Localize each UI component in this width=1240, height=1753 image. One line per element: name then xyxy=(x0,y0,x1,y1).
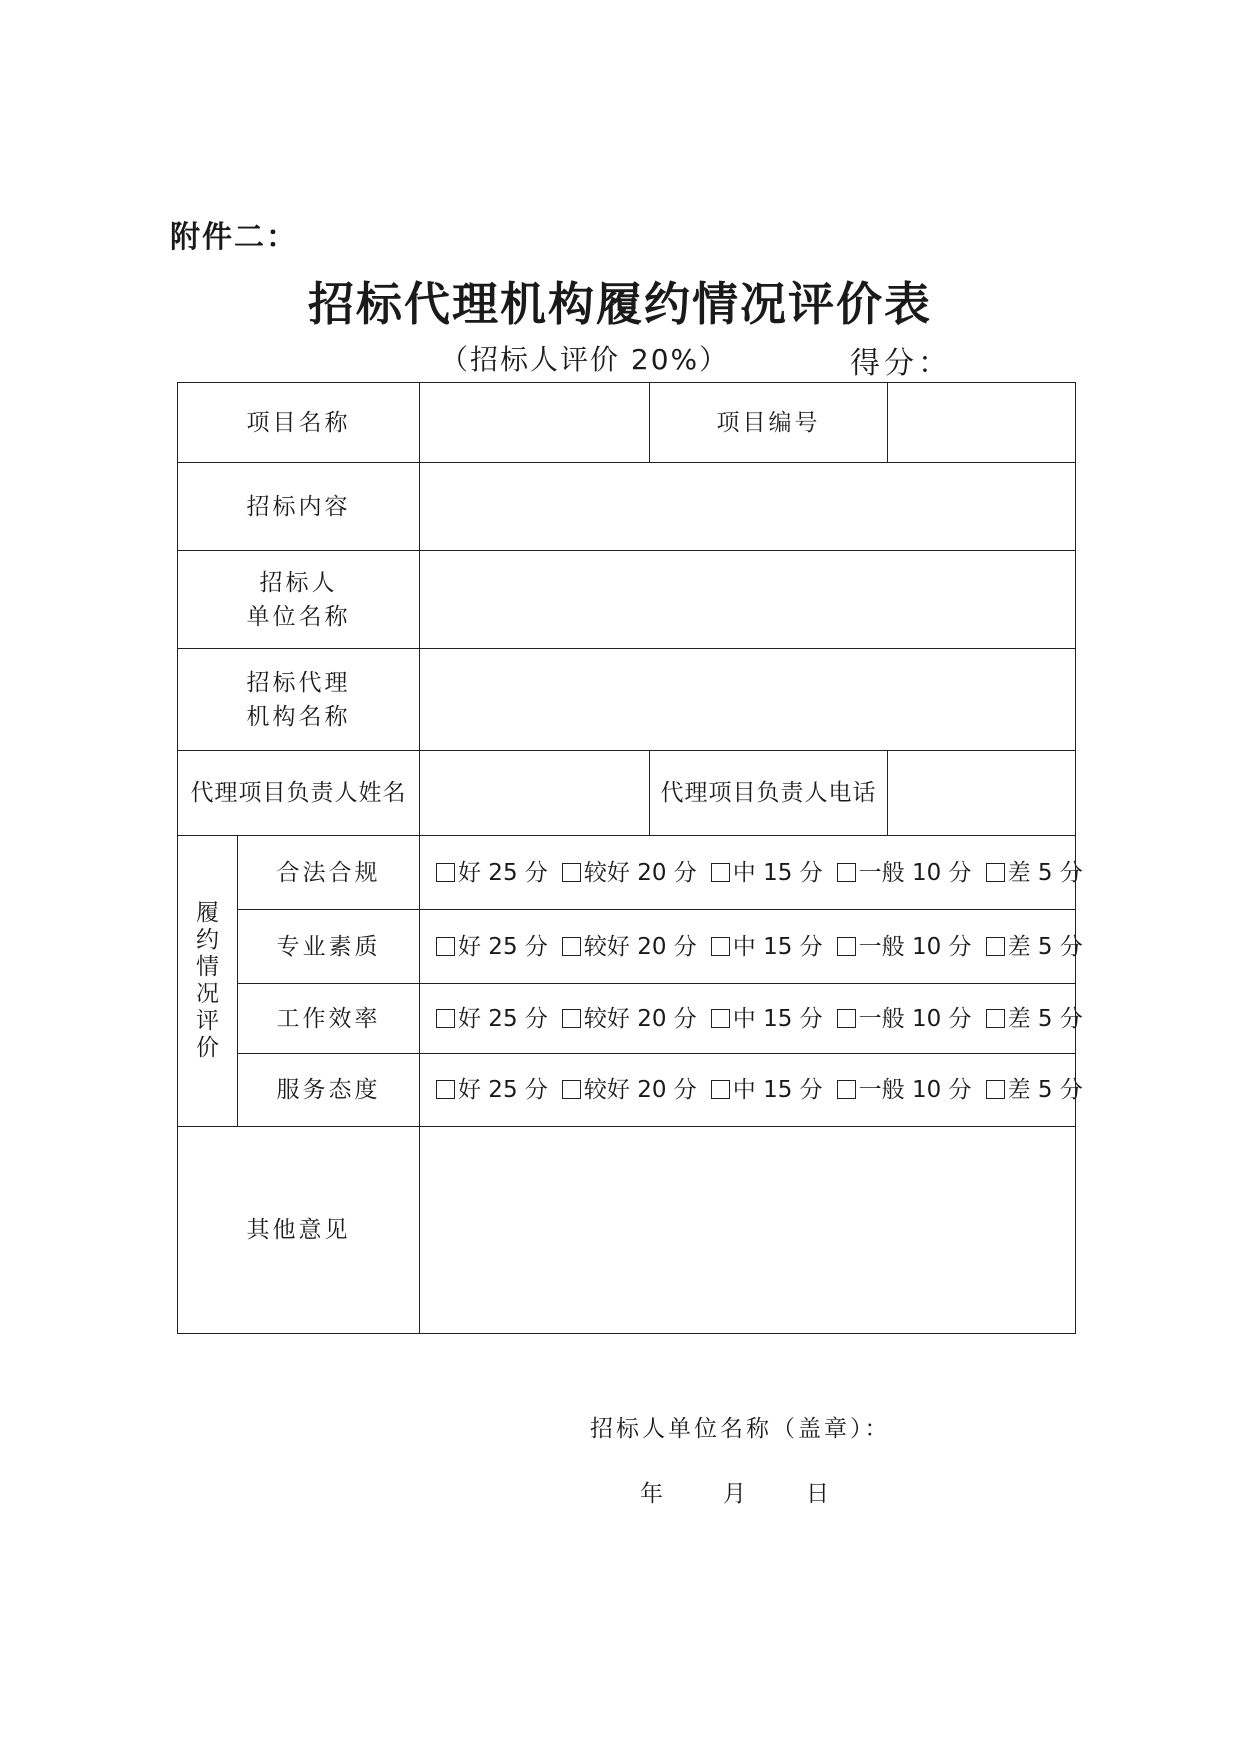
date-line xyxy=(640,1475,889,1508)
agency-label-line1: 招标代理 xyxy=(246,669,351,696)
option-label: 中 15 分 xyxy=(732,1077,823,1103)
option-label: 差 5 分 xyxy=(1007,933,1083,960)
checkbox[interactable] xyxy=(436,1009,455,1028)
page-title: 招标代理机构履约情况评价表 xyxy=(308,277,932,331)
checkbox[interactable] xyxy=(562,1009,581,1028)
option-good[interactable] xyxy=(436,860,548,886)
score-label: 得分： xyxy=(850,346,952,381)
project-name-field[interactable] xyxy=(420,383,650,463)
evaluation-table xyxy=(177,382,1083,1334)
option-medium[interactable] xyxy=(711,1077,823,1103)
option-label: 较好 20 分 xyxy=(583,1077,697,1103)
checkbox[interactable] xyxy=(711,1080,730,1099)
option-fairly-good[interactable] xyxy=(562,860,697,886)
tenderer-name-field[interactable] xyxy=(420,551,1076,649)
checkbox[interactable] xyxy=(562,863,581,882)
option-poor[interactable] xyxy=(986,860,1083,886)
checkbox[interactable] xyxy=(436,1080,455,1099)
criterion-label: 专业素质 xyxy=(238,910,420,984)
criterion-options xyxy=(420,910,1083,984)
option-label: 较好 20 分 xyxy=(583,1005,697,1032)
checkbox[interactable] xyxy=(986,1080,1005,1099)
date-month: 月 xyxy=(723,1481,746,1507)
manager-name-field[interactable] xyxy=(420,751,650,836)
date-day: 日 xyxy=(806,1481,829,1507)
checkbox[interactable] xyxy=(837,863,856,882)
option-average[interactable] xyxy=(837,1077,972,1103)
project-number-field[interactable] xyxy=(888,383,1076,463)
checkbox[interactable] xyxy=(562,937,581,956)
agency-name-label xyxy=(178,649,420,751)
option-good[interactable] xyxy=(436,1006,548,1032)
criterion-label: 服务态度 xyxy=(238,1054,420,1127)
option-medium[interactable] xyxy=(711,1006,823,1032)
tenderer-name-label xyxy=(178,551,420,649)
option-label: 中 15 分 xyxy=(732,1005,823,1032)
option-label: 好 25 分 xyxy=(458,1005,548,1032)
manager-phone-field[interactable] xyxy=(888,751,1076,836)
checkbox[interactable] xyxy=(711,937,730,956)
manager-phone-label: 代理项目负责人电话 xyxy=(650,751,888,836)
manager-name-label: 代理项目负责人姓名 xyxy=(178,751,420,836)
performance-section-label xyxy=(178,836,238,1127)
agency-name-field[interactable] xyxy=(420,649,1076,751)
option-label: 差 5 分 xyxy=(1007,1005,1083,1032)
checkbox[interactable] xyxy=(436,863,455,882)
agency-label-line2: 机构名称 xyxy=(246,703,351,730)
criterion-options xyxy=(420,984,1083,1054)
option-label: 好 25 分 xyxy=(458,859,548,886)
date-year: 年 xyxy=(640,1481,663,1507)
option-medium[interactable] xyxy=(711,860,823,886)
option-label: 中 15 分 xyxy=(732,933,823,960)
option-label: 较好 20 分 xyxy=(583,859,697,886)
option-poor[interactable] xyxy=(986,1077,1083,1103)
checkbox[interactable] xyxy=(562,1080,581,1099)
option-label: 好 25 分 xyxy=(458,933,548,960)
option-fairly-good[interactable] xyxy=(562,1006,697,1032)
tenderer-label-line1: 招标人 xyxy=(259,569,338,596)
checkbox[interactable] xyxy=(837,937,856,956)
criterion-options xyxy=(420,1054,1083,1127)
option-medium[interactable] xyxy=(711,934,823,960)
option-label: 一般 10 分 xyxy=(858,1077,972,1103)
criterion-label: 工作效率 xyxy=(238,984,420,1054)
checkbox[interactable] xyxy=(837,1080,856,1099)
option-label: 一般 10 分 xyxy=(858,859,972,886)
checkbox[interactable] xyxy=(986,863,1005,882)
option-good[interactable] xyxy=(436,934,548,960)
checkbox[interactable] xyxy=(711,1009,730,1028)
attachment-label: 附件二： xyxy=(170,220,298,255)
checkbox[interactable] xyxy=(711,863,730,882)
checkbox[interactable] xyxy=(837,1009,856,1028)
other-opinions-field[interactable] xyxy=(420,1127,1076,1334)
checkbox[interactable] xyxy=(986,937,1005,956)
criterion-options xyxy=(420,836,1083,910)
tender-content-label: 招标内容 xyxy=(178,463,420,551)
option-label: 较好 20 分 xyxy=(583,933,697,960)
project-number-label: 项目编号 xyxy=(650,383,888,463)
signature-label: 招标人单位名称（盖章）： xyxy=(590,1416,891,1442)
option-label: 中 15 分 xyxy=(732,859,823,886)
checkbox[interactable] xyxy=(986,1009,1005,1028)
option-label: 好 25 分 xyxy=(458,1077,548,1103)
subtitle: （招标人评价 20%） xyxy=(440,343,730,376)
project-name-label: 项目名称 xyxy=(178,383,420,463)
performance-section-text: 履约情况评价 xyxy=(196,900,219,1061)
option-label: 一般 10 分 xyxy=(858,933,972,960)
option-poor[interactable] xyxy=(986,1006,1083,1032)
other-opinions-label: 其他意见 xyxy=(178,1127,420,1334)
tender-content-field[interactable] xyxy=(420,463,1076,551)
option-label: 差 5 分 xyxy=(1007,859,1083,886)
option-label: 差 5 分 xyxy=(1007,1077,1083,1103)
criterion-label: 合法合规 xyxy=(238,836,420,910)
option-fairly-good[interactable] xyxy=(562,934,697,960)
tenderer-label-line2: 单位名称 xyxy=(246,603,351,630)
option-good[interactable] xyxy=(436,1077,548,1103)
option-average[interactable] xyxy=(837,934,972,960)
option-average[interactable] xyxy=(837,1006,972,1032)
option-poor[interactable] xyxy=(986,934,1083,960)
option-fairly-good[interactable] xyxy=(562,1077,697,1103)
option-average[interactable] xyxy=(837,860,972,886)
checkbox[interactable] xyxy=(436,937,455,956)
option-label: 一般 10 分 xyxy=(858,1005,972,1032)
